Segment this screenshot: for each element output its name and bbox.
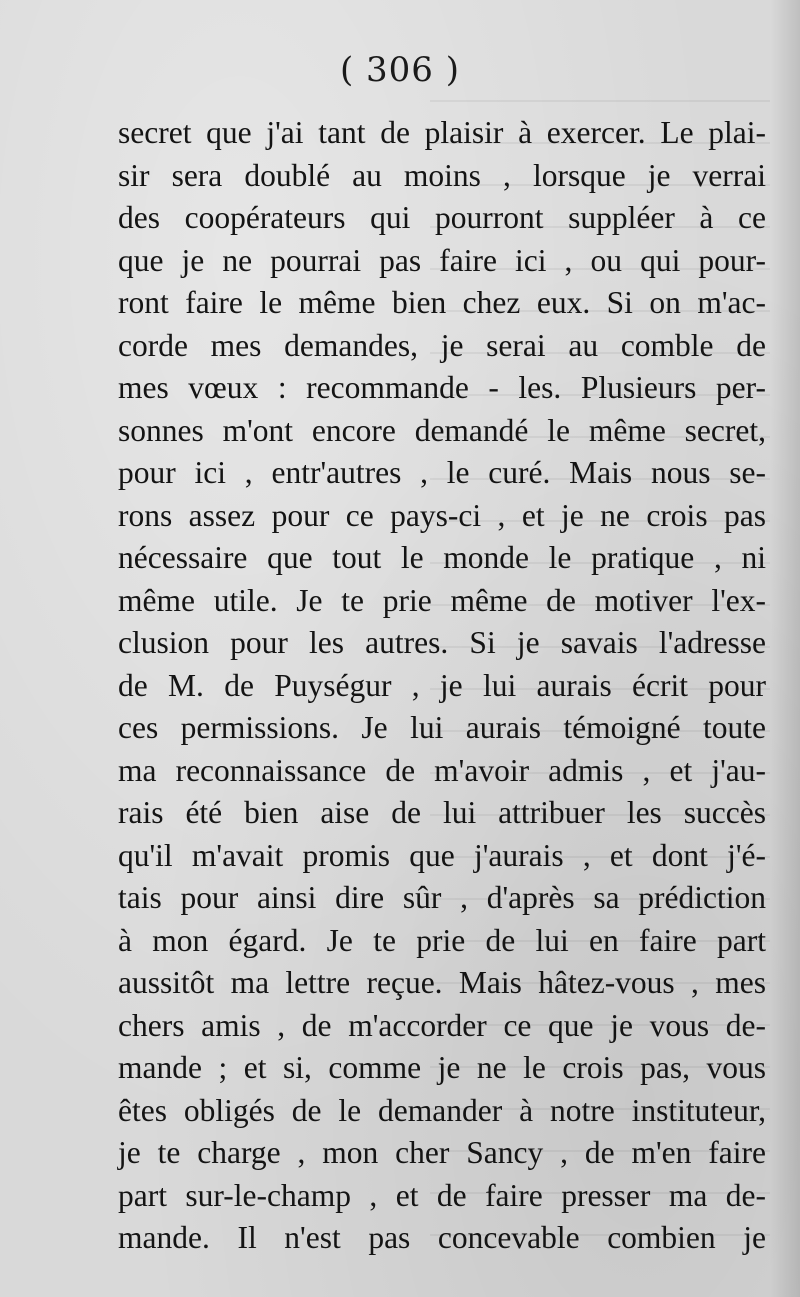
text-line: part sur-le-champ , et de faire presser ma de- — [118, 1177, 766, 1213]
text-line: sir sera doublé au moins , lorsque je verrai — [118, 157, 766, 193]
text-line: des coopérateurs qui pourront suppléer à ce — [118, 200, 766, 235]
body-text — [118, 112, 766, 1260]
text-line: ces permissions. Je lui aurais témoigné toute — [118, 710, 766, 745]
text-line: je te charge , mon cher Sancy , de m'en faire — [118, 1135, 766, 1170]
text-line: nécessaire que tout le monde le pratique , ni — [118, 540, 766, 575]
text-line: tais pour ainsi dire sûr , d'après sa prédiction — [118, 880, 766, 915]
text-line: qu'il m'avait promis que j'aurais , et dont j'é- — [118, 837, 766, 873]
text-line: chers amis , de m'accorder ce que je vous de- — [118, 1007, 766, 1043]
text-line: ma reconnaissance de m'avoir admis , et j'au- — [118, 752, 766, 788]
text-line: pour ici , entr'autres , le curé. Mais nous se- — [118, 455, 766, 490]
text-line: ront faire le même bien chez eux. Si on m'ac- — [118, 285, 766, 320]
text-line: êtes obligés de le demander à notre instituteur, — [118, 1092, 766, 1128]
text-line: aussitôt ma lettre reçue. Mais hâtez-vous , mes — [118, 965, 766, 1000]
text-line: clusion pour les autres. Si je savais l'adresse — [118, 625, 766, 660]
text-line: mes vœux : recommande - les. Plusieurs per- — [118, 370, 766, 405]
text-line: de M. de Puységur , je lui aurais écrit pour — [118, 667, 766, 703]
page-number: ( 306 ) — [339, 50, 461, 90]
text-line: rais été bien aise de lui attribuer les succès — [118, 795, 766, 830]
text-line: secret que j'ai tant de plaisir à exercer. Le plai- — [118, 115, 766, 150]
page-edge-shadow — [770, 0, 800, 1297]
text-line: même utile. Je te prie même de motiver l'ex- — [118, 582, 766, 618]
text-line: que je ne pourrai pas faire ici , ou qui pour- — [118, 242, 766, 278]
text-line: mande ; et si, comme je ne le crois pas, vous — [118, 1050, 766, 1085]
text-line: corde mes demandes, je serai au comble de — [118, 327, 766, 363]
text-line: rons assez pour ce pays-ci , et je ne crois pas — [118, 497, 766, 533]
text-line: sonnes m'ont encore demandé le même secret, — [118, 412, 766, 448]
text-line: mande. Il n'est pas concevable combien je — [118, 1220, 766, 1255]
text-line: à mon égard. Je te prie de lui en faire part — [118, 922, 766, 958]
